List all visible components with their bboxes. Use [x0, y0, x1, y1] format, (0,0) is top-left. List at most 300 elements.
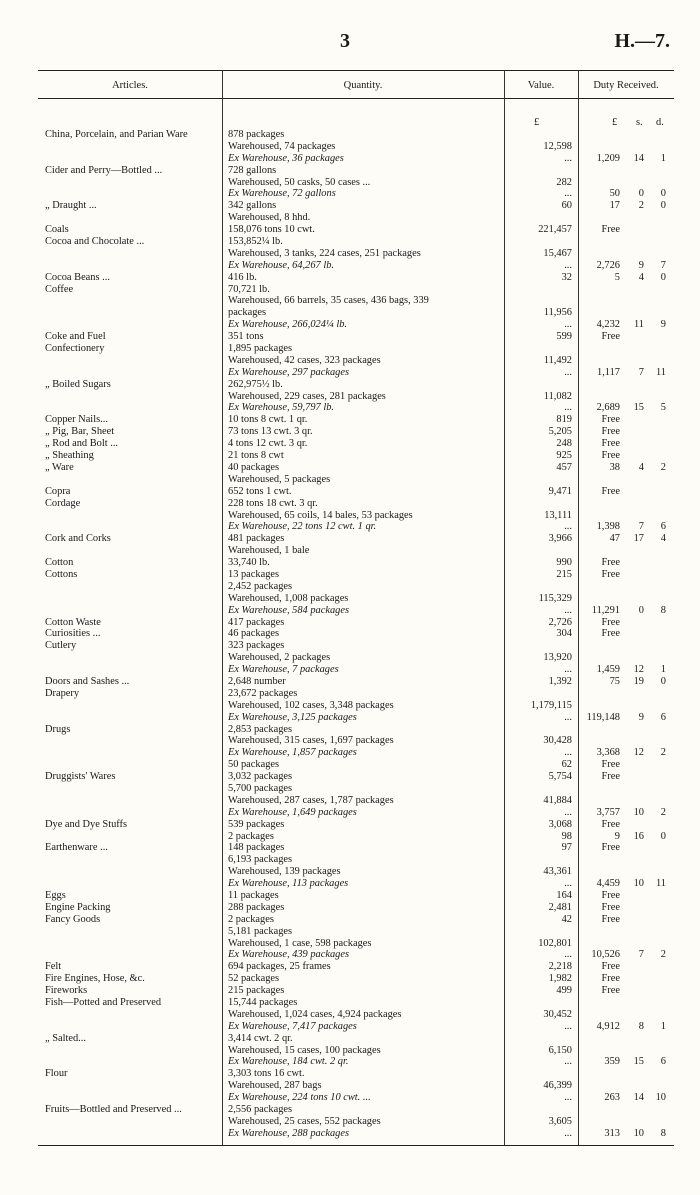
duty-shillings-cell: 0 [638, 188, 644, 200]
duty-shillings-cell: 15 [633, 1056, 644, 1068]
duty-shillings-cell: 2 [638, 200, 644, 212]
value-cell: 164 [556, 890, 572, 901]
duty-pounds-cell: Free [601, 961, 620, 973]
duty-pence-cell: 11 [655, 366, 666, 378]
value-cell: ... [564, 319, 572, 331]
duty-pence-cell: 6 [660, 521, 666, 533]
table-row [0, 165, 700, 177]
quantity-cell: 3,032 packages [228, 771, 293, 783]
quantity-cell: 2,556 packages [228, 1104, 293, 1116]
value-cell: 248 [556, 438, 572, 450]
quantity-cell: Ex Warehouse, 224 tons 10 cwt. ... [228, 1092, 371, 1104]
value-cell: ... [564, 949, 572, 961]
table-row [0, 890, 700, 902]
value-cell: 46,399 [543, 1080, 572, 1092]
article-cell: Copra [45, 485, 71, 497]
duty-pounds-cell: Free [601, 985, 620, 997]
value-cell: 990 [556, 557, 572, 569]
duty-pounds-cell: Free [601, 568, 620, 580]
duty-pence-cell: 7 [660, 259, 666, 271]
duty-pence-cell: 2 [660, 949, 666, 961]
duty-pounds-cell: Free [601, 628, 620, 640]
value-cell: 102,801 [538, 937, 572, 949]
duty-pounds-cell: Free [601, 485, 620, 497]
article-cell: Coals [45, 224, 69, 236]
quantity-cell: 3,414 cwt. 2 qr. [228, 1032, 293, 1044]
table-row [0, 295, 700, 307]
table-row [0, 498, 700, 510]
table-row [0, 712, 700, 724]
duty-pounds-cell: 10,526 [591, 949, 620, 961]
table-row [0, 854, 700, 866]
quantity-cell: 52 packages [228, 973, 280, 985]
value-cell: ... [564, 1020, 572, 1032]
duty-shillings-cell: 10 [633, 806, 644, 818]
quantity-cell: Ex Warehouse, 113 packages [228, 878, 349, 890]
article-cell: Fireworks [45, 985, 88, 997]
article-cell: Coffee [45, 283, 74, 295]
duty-pounds-cell: 1,117 [597, 366, 620, 378]
duty-shillings-cell: 10 [633, 878, 644, 890]
quantity-cell: Ex Warehouse, 36 packages [228, 152, 344, 164]
article-cell: „ Ware [45, 461, 74, 473]
duty-pounds-cell: Free [601, 759, 620, 771]
table-row [0, 260, 700, 272]
value-cell: ... [564, 1056, 572, 1068]
import-table [0, 129, 700, 1140]
duty-pence-cell: 0 [660, 830, 666, 842]
quantity-cell: 5,181 packages [228, 925, 293, 937]
duty-pounds-cell: 4,232 [596, 319, 620, 331]
duty-pence-cell: 0 [660, 271, 666, 283]
value-cell: 32 [561, 271, 572, 283]
duty-shillings-cell: 12 [633, 664, 644, 676]
value-cell: 2,218 [548, 961, 572, 973]
quantity-cell: 694 packages, 25 frames [228, 961, 331, 973]
table-row [0, 557, 700, 569]
duty-pounds-cell: 2,689 [596, 402, 620, 414]
duty-pence-cell: 1 [660, 664, 666, 676]
article-cell: Doors and Sashes ... [45, 675, 130, 687]
table-row [0, 617, 700, 629]
table-row [0, 141, 700, 153]
quantity-cell: Ex Warehouse, 1,649 packages [228, 806, 357, 818]
table-row [0, 997, 700, 1009]
table-row [0, 1056, 700, 1068]
duty-pence-cell: 0 [660, 188, 666, 200]
quantity-cell: Warehoused, 5 packages [228, 473, 331, 485]
duty-shillings-cell: 15 [633, 402, 644, 414]
quantity-cell: Ex Warehouse, 439 packages [228, 949, 350, 961]
duty-shillings-cell: 19 [633, 675, 644, 687]
table-row [0, 688, 700, 700]
table-row [0, 212, 700, 224]
value-cell: 1,179,115 [530, 699, 572, 711]
duty-pounds-cell: 9 [614, 830, 620, 842]
table-row [0, 272, 700, 284]
value-cell: ... [564, 152, 572, 164]
table-row [0, 973, 700, 985]
table-row [0, 391, 700, 403]
article-cell: Drugs [45, 723, 71, 735]
quantity-cell: Ex Warehouse, 22 tons 12 cwt. 1 qr. [228, 521, 377, 533]
quantity-cell: Warehoused, 42 cases, 323 packages [228, 354, 381, 366]
value-cell: 13,920 [543, 652, 572, 664]
duty-pence-cell: 0 [660, 200, 666, 212]
quantity-cell: 351 tons [228, 331, 264, 343]
table-row [0, 1045, 700, 1057]
value-cell: 13,111 [544, 509, 572, 521]
duty-pence-cell: 6 [660, 711, 666, 723]
quantity-cell: 15,744 packages [228, 997, 298, 1009]
table-row [0, 902, 700, 914]
value-cell: 11,492 [543, 354, 572, 366]
duty-pence-cell: 2 [660, 747, 666, 759]
quantity-cell: 2,452 packages [228, 580, 293, 592]
quantity-cell: 73 tons 13 cwt. 3 qr. [228, 426, 313, 438]
article-cell: Dye and Dye Stuffs [45, 818, 128, 830]
value-cell: 1,392 [548, 675, 572, 687]
duty-pounds-cell: 1,209 [596, 152, 620, 164]
article-cell: Curiosities ... [45, 628, 101, 640]
quantity-cell: 728 gallons [228, 164, 277, 176]
table-row [0, 581, 700, 593]
article-cell: Felt [45, 961, 62, 973]
article-cell: Cocoa and Chocolate ... [45, 236, 145, 248]
duty-pounds-cell: Free [601, 616, 620, 628]
value-cell: ... [564, 711, 572, 723]
table-row [0, 593, 700, 605]
value-cell: ... [564, 188, 572, 200]
duty-pounds-cell: Free [601, 557, 620, 569]
duty-pounds-cell: 119,148 [586, 711, 620, 723]
value-cell: 12,598 [543, 140, 572, 152]
table-row [0, 1009, 700, 1021]
duty-pounds-cell: 4,912 [596, 1020, 620, 1032]
quantity-cell: Warehoused, 139 packages [228, 866, 341, 878]
duty-pounds-cell: Free [601, 450, 620, 462]
table-row [0, 284, 700, 296]
value-cell: 925 [556, 450, 572, 462]
article-cell: Cutlery [45, 640, 77, 652]
article-cell: Cordage [45, 497, 81, 509]
table-row [0, 188, 700, 200]
duty-pounds-cell: 5 [614, 271, 620, 283]
table-row [0, 747, 700, 759]
quantity-cell: 215 packages [228, 985, 285, 997]
quantity-cell: Warehoused, 74 packages [228, 140, 336, 152]
quantity-cell: 878 packages [228, 129, 285, 140]
quantity-cell: 10 tons 8 cwt. 1 qr. [228, 414, 308, 426]
table-row [0, 628, 700, 640]
value-cell: 97 [561, 842, 572, 854]
quantity-cell: Ex Warehouse, 7,417 packages [228, 1020, 357, 1032]
duty-pounds-cell: Free [601, 224, 620, 236]
quantity-cell: Warehoused, 65 coils, 14 bales, 53 packages [228, 509, 413, 521]
article-cell: Eggs [45, 890, 66, 901]
quantity-cell: 481 packages [228, 533, 285, 545]
article-cell: „ Sheathing [45, 450, 94, 462]
table-row [0, 878, 700, 890]
duty-pounds-cell: 11,291 [591, 604, 620, 616]
value-cell: ... [564, 366, 572, 378]
quantity-cell: Warehoused, 8 hhd. [228, 212, 311, 224]
quantity-cell: 262,975½ lb. [228, 378, 283, 390]
duty-pounds-cell: 4,459 [596, 878, 620, 890]
article-cell: Fancy Goods [45, 913, 101, 925]
col-header-value: Value. [527, 80, 555, 91]
article-cell: Confectionery [45, 343, 105, 355]
value-cell: ... [564, 521, 572, 533]
article-cell: Cotton [45, 557, 74, 569]
table-row [0, 700, 700, 712]
article-cell: Earthenware ... [45, 842, 108, 854]
table-row [0, 759, 700, 771]
duty-shillings-cell: 4 [638, 461, 644, 473]
value-cell: 43,361 [543, 866, 572, 878]
article-cell: Cocoa Beans ... [45, 271, 110, 283]
value-cell: ... [564, 604, 572, 616]
article-cell: Coke and Fuel [45, 331, 106, 343]
quantity-cell: Warehoused, 229 cases, 281 packages [228, 390, 386, 402]
value-cell: ... [564, 1092, 572, 1104]
quantity-cell: 33,740 lb. [228, 557, 270, 569]
quantity-cell: 23,672 packages [228, 687, 298, 699]
quantity-cell: 416 lb. [228, 271, 257, 283]
duty-shillings-cell: 7 [638, 949, 644, 961]
duty-pounds-cell: Free [601, 901, 620, 913]
table-row [0, 949, 700, 961]
table-row [0, 605, 700, 617]
quantity-cell: Ex Warehouse, 72 gallons [228, 188, 336, 200]
quantity-cell: 342 gallons [228, 200, 277, 212]
col-header-quantity: Quantity. [343, 80, 383, 91]
duty-pounds-cell: Free [601, 438, 620, 450]
quantity-cell: 323 packages [228, 640, 285, 652]
duty-pence-cell: 9 [660, 319, 666, 331]
duty-pounds-cell: 1,398 [596, 521, 620, 533]
quantity-cell: 40 packages [228, 461, 280, 473]
quantity-cell: 228 tons 18 cwt. 3 qr. [228, 497, 318, 509]
value-cell: 5,205 [548, 426, 572, 438]
value-cell: 42 [561, 913, 572, 925]
value-cell: 1,982 [548, 973, 572, 985]
duty-pounds-cell: Free [601, 331, 620, 343]
page-header [0, 30, 700, 54]
article-cell: „ Boiled Sugars [45, 378, 111, 390]
article-cell: Fruits—Bottled and Preserved ... [45, 1104, 182, 1116]
table-row [0, 414, 700, 426]
table-row [0, 510, 700, 522]
duty-shillings-cell: 14 [633, 152, 644, 164]
quantity-cell: 2 packages [228, 830, 274, 842]
table-row [0, 545, 700, 557]
article-cell: Cider and Perry—Bottled ... [45, 164, 163, 176]
table-row [0, 367, 700, 379]
quantity-cell: Ex Warehouse, 266,024¼ lb. [228, 319, 347, 331]
quantity-cell: 148 packages [228, 842, 285, 854]
value-cell: ... [564, 878, 572, 890]
table-row [0, 153, 700, 165]
value-cell: 819 [556, 414, 572, 426]
value-cell: 41,884 [543, 794, 572, 806]
table-row [0, 783, 700, 795]
table-row [0, 462, 700, 474]
quantity-cell: 288 packages [228, 901, 285, 913]
col-header-articles: Articles. [112, 80, 148, 91]
quantity-cell: Ex Warehouse, 3,125 packages [228, 711, 357, 723]
table-row [0, 236, 700, 248]
duty-pence-cell: 4 [660, 533, 666, 545]
quantity-cell: Warehoused, 3 tanks, 224 cases, 251 packages [228, 247, 421, 259]
duty-shillings-cell: 17 [633, 533, 644, 545]
value-cell: 2,481 [548, 901, 572, 913]
quantity-cell: Warehoused, 315 cases, 1,697 packages [228, 735, 394, 747]
table-row [0, 985, 700, 997]
duty-pounds-cell: 75 [609, 675, 620, 687]
table-row [0, 926, 700, 938]
duty-unit-pence: d. [656, 117, 664, 128]
quantity-cell: 50 packages [228, 759, 280, 771]
value-cell: 215 [556, 568, 572, 580]
table-row [0, 129, 700, 141]
value-cell: ... [564, 259, 572, 271]
duty-pence-cell: 1 [660, 152, 666, 164]
table-row [0, 831, 700, 843]
value-cell: 9,471 [548, 485, 572, 497]
article-cell: Cork and Corks [45, 533, 111, 545]
duty-pounds-cell: Free [601, 913, 620, 925]
table-row [0, 426, 700, 438]
duty-pence-cell: 2 [660, 461, 666, 473]
quantity-cell: Ex Warehouse, 7 packages [228, 664, 339, 676]
table-row [0, 402, 700, 414]
duty-shillings-cell: 7 [638, 366, 644, 378]
quantity-cell: Warehoused, 287 cases, 1,787 packages [228, 794, 394, 806]
table-row [0, 866, 700, 878]
units-row [0, 117, 700, 129]
quantity-cell: Warehoused, 102 cases, 3,348 packages [228, 699, 394, 711]
duty-unit-pounds: £ [612, 117, 618, 128]
duty-pounds-cell: Free [601, 414, 620, 426]
bottom-rule [38, 1145, 674, 1146]
col-header-duty: Duty Received. [593, 80, 659, 91]
duty-pounds-cell: Free [601, 890, 620, 901]
duty-pence-cell: 11 [655, 878, 666, 890]
table-row [0, 307, 700, 319]
value-cell: 30,428 [543, 735, 572, 747]
quantity-cell: 13 packages [228, 568, 280, 580]
table-row [0, 450, 700, 462]
quantity-cell: Warehoused, 15 cases, 100 packages [228, 1044, 381, 1056]
value-cell: 5,754 [548, 771, 572, 783]
duty-pence-cell: 6 [660, 1056, 666, 1068]
table-row [0, 343, 700, 355]
quantity-cell: 5,700 packages [228, 782, 293, 794]
table-row [0, 1104, 700, 1116]
value-cell: 457 [556, 461, 572, 473]
value-cell: 3,966 [548, 533, 572, 545]
value-cell: 282 [556, 176, 572, 188]
value-cell: 304 [556, 628, 572, 640]
duty-pence-cell: 1 [660, 1020, 666, 1032]
quantity-cell: 3,303 tons 16 cwt. [228, 1068, 305, 1080]
value-cell: 30,452 [543, 1008, 572, 1020]
duty-shillings-cell: 14 [633, 1092, 644, 1104]
article-cell: Cotton Waste [45, 616, 101, 628]
quantity-cell: Ex Warehouse, 584 packages [228, 604, 350, 616]
table-row [0, 842, 700, 854]
duty-shillings-cell: 11 [633, 319, 644, 331]
value-cell: 15,467 [543, 247, 572, 259]
table-row [0, 1128, 700, 1140]
article-cell: „ Pig, Bar, Sheet [45, 426, 115, 438]
value-cell: 221,457 [538, 224, 572, 236]
quantity-cell: 46 packages [228, 628, 280, 640]
duty-pounds-cell: 17 [609, 200, 620, 212]
quantity-cell: Warehoused, 1,024 cases, 4,924 packages [228, 1008, 402, 1020]
article-cell: Copper Nails... [45, 414, 108, 426]
duty-pounds-cell: Free [601, 842, 620, 854]
quantity-cell: 6,193 packages [228, 854, 293, 866]
duty-shillings-cell: 7 [638, 521, 644, 533]
duty-shillings-cell: 8 [638, 1020, 644, 1032]
quantity-cell: Ex Warehouse, 59,797 lb. [228, 402, 335, 414]
table-row [0, 1092, 700, 1104]
table-row [0, 1080, 700, 1092]
quantity-cell: 4 tons 12 cwt. 3 qr. [228, 438, 308, 450]
article-cell: Fish—Potted and Preserved [45, 997, 162, 1009]
table-row [0, 1021, 700, 1033]
duty-pounds-cell: Free [601, 973, 620, 985]
table-row [0, 771, 700, 783]
duty-pounds-cell: Free [601, 426, 620, 438]
duty-shillings-cell: 9 [638, 259, 644, 271]
value-cell: ... [564, 1127, 572, 1139]
value-cell: ... [564, 664, 572, 676]
table-row [0, 319, 700, 331]
table-row [0, 1068, 700, 1080]
table-row [0, 355, 700, 367]
table-row [0, 795, 700, 807]
duty-pence-cell: 8 [660, 1127, 666, 1139]
duty-pounds-cell: 1,459 [596, 664, 620, 676]
quantity-cell: 153,852¼ lb. [228, 236, 283, 248]
article-cell: Druggists' Wares [45, 771, 116, 783]
value-cell: 2,726 [548, 616, 572, 628]
value-cell: ... [564, 402, 572, 414]
table-row [0, 652, 700, 664]
duty-pounds-cell: 3,757 [596, 806, 620, 818]
duty-shillings-cell: 16 [633, 830, 644, 842]
quantity-cell: Warehoused, 1 case, 598 packages [228, 937, 372, 949]
table-row [0, 807, 700, 819]
quantity-cell: 21 tons 8 cwt [228, 450, 284, 462]
duty-pounds-cell: Free [601, 818, 620, 830]
page-number: 3 [340, 30, 350, 52]
duty-pence-cell: 2 [660, 806, 666, 818]
duty-pounds-cell: 47 [609, 533, 620, 545]
quantity-cell: 1,895 packages [228, 343, 293, 355]
duty-pence-cell: 0 [660, 675, 666, 687]
quantity-cell: 11 packages [228, 890, 279, 901]
quantity-cell: Ex Warehouse, 1,857 packages [228, 747, 357, 759]
quantity-cell: 539 packages [228, 818, 285, 830]
article-cell: „ Salted... [45, 1032, 86, 1044]
article-cell: Engine Packing [45, 901, 111, 913]
quantity-cell: Warehoused, 1 bale [228, 545, 310, 557]
duty-pounds-cell: 313 [604, 1127, 620, 1139]
